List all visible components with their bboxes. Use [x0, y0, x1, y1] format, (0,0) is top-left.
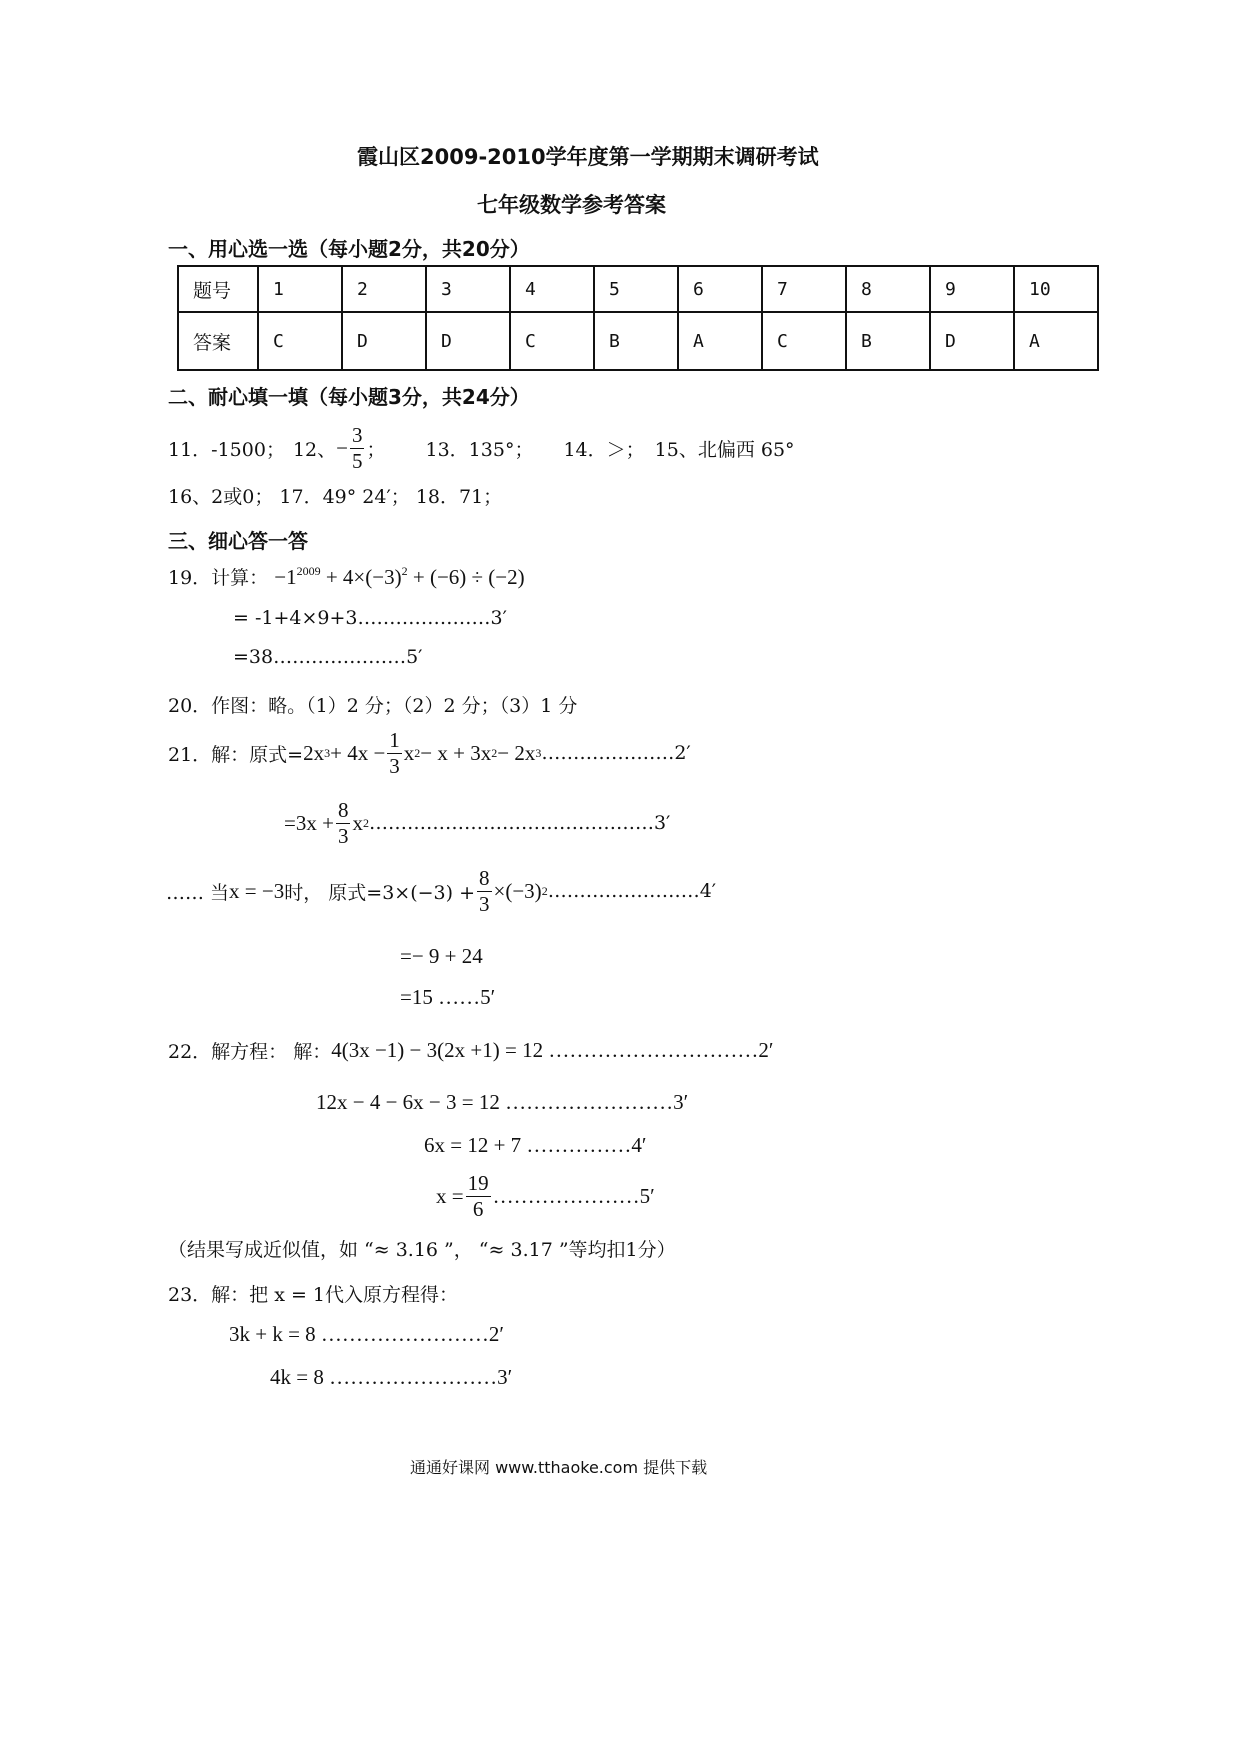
- q22-line-4: [436, 1166, 655, 1226]
- answer-12-label: 12、: [292, 438, 337, 461]
- q21-dots-1: …………………2′: [541, 742, 691, 764]
- table-cell: 6: [678, 266, 762, 312]
- q21-mid-3: 时， 原式=3×(−3) +: [284, 881, 475, 904]
- table-cell: C: [510, 312, 594, 370]
- q23-line-1: 3k + k = 8 ……………………2′: [229, 1322, 505, 1346]
- table-cell: 5: [594, 266, 678, 312]
- q21-expression-2: =3x + $\frac{8}{3}$ x 2: [284, 797, 369, 848]
- answer-14: 14．＞；: [563, 438, 645, 461]
- q21-prefix-3: …… 当: [166, 881, 230, 904]
- table-cell: 9: [930, 266, 1014, 312]
- page-title: 霞山区2009-2010学年度第一学期期末调研考试: [357, 145, 819, 169]
- q23-line-label: 23．解：把 x = 1代入原方程得：: [168, 1284, 459, 1306]
- q21-expression-3: $\frac{8}{3}$ ×(−3) 2: [479, 865, 548, 916]
- answer-12-sign: −: [336, 435, 348, 460]
- q21-line-1: [168, 724, 691, 782]
- page-footer: 通通好课网 www.tthaoke.com 提供下载: [410, 1458, 708, 1477]
- answer-15: 15、北偏西 65°: [654, 438, 795, 461]
- q22-label: 22．解方程： 解：: [168, 1041, 332, 1063]
- q20-line: 20．作图：略。（1）2 分；（2）2 分；（3）1 分: [168, 695, 578, 717]
- table-cell: D: [930, 312, 1014, 370]
- table-cell-label: 题号: [178, 266, 258, 312]
- answer-12-fraction: [350, 422, 365, 473]
- table-row-answers: [178, 312, 1098, 370]
- q21-expression: 2x 3 + 4x − $\frac{1}{3}$ x 2 − x + 3x 2 − 2x 3: [303, 727, 542, 778]
- q23-line-2: 4k = 8 ……………………3′: [270, 1365, 513, 1389]
- answer-11: 11．-1500；: [168, 438, 285, 461]
- answer-table: [177, 265, 1099, 371]
- table-cell: B: [594, 312, 678, 370]
- table-cell: D: [426, 312, 510, 370]
- q22-line-1: [168, 1037, 773, 1064]
- table-cell: D: [342, 312, 426, 370]
- q21-dots-3: ……………………4′: [547, 880, 717, 902]
- fraction-denominator: 5: [351, 448, 363, 473]
- section1-heading: 一、用心选一选（每小题2分，共20分）: [168, 237, 530, 261]
- q19-expression: $-1^{2009} + 4\times(-3)^2 + (-6) \div (-2)$: [274, 564, 525, 589]
- table-row-numbers: [178, 266, 1098, 312]
- section3-heading: 三、细心答一答: [168, 529, 308, 553]
- table-cell: A: [1014, 312, 1098, 370]
- q22-dots-4: …………………5′: [492, 1183, 655, 1208]
- table-cell-label: 答案: [178, 312, 258, 370]
- q22-line-2: 12x − 4 − 6x − 3 = 12 ……………………3′: [316, 1090, 689, 1114]
- q21-dots-2: ………………………………………3′: [368, 812, 671, 834]
- fraction-numerator: 3: [351, 422, 363, 447]
- table-cell: 8: [846, 266, 930, 312]
- q22-line-3: 6x = 12 + 7 ……………4′: [424, 1133, 647, 1157]
- table-cell: 7: [762, 266, 846, 312]
- answer-13: 13．135°；: [425, 438, 534, 461]
- q19-step-1: = -1+4×9+3…………………3′: [233, 607, 507, 629]
- answer-12-suffix: ；: [366, 438, 386, 461]
- table-cell: C: [762, 312, 846, 370]
- q21-line-4: =− 9 + 24: [400, 944, 483, 968]
- table-cell: 1: [258, 266, 342, 312]
- q19-step-2: =38…………………5′: [233, 646, 423, 668]
- fill-line-1: [168, 420, 795, 476]
- table-cell: B: [846, 312, 930, 370]
- table-cell: 3: [426, 266, 510, 312]
- table-cell: C: [258, 312, 342, 370]
- table-cell: 4: [510, 266, 594, 312]
- fill-line-2: 16、2或0； 17．49° 24′； 18．71；: [168, 486, 503, 508]
- q21-line-5: =15 ……5′: [400, 985, 496, 1009]
- section2-heading: 二、耐心填一填（每小题3分，共24分）: [168, 385, 530, 409]
- q22-fraction: $\frac{19}{6}$: [467, 1170, 489, 1221]
- q19-line: [168, 563, 525, 590]
- q21-label: 21．解：原式=: [168, 743, 304, 766]
- table-cell: 2: [342, 266, 426, 312]
- page-subtitle: 七年级数学参考答案: [477, 193, 666, 217]
- q21-condition: x = −3: [229, 878, 285, 903]
- q22-note: （结果写成近似值，如 “≈ 3.16 ”， “≈ 3.17 ”等均扣1分）: [168, 1239, 676, 1261]
- table-cell: A: [678, 312, 762, 370]
- q19-label: 19．计算：: [168, 567, 269, 589]
- q22-expression-1: 4(3x −1) − 3(2x +1) = 12 …………………………2′: [331, 1038, 774, 1062]
- q21-line-2: [284, 794, 670, 852]
- q21-line-3: [166, 862, 716, 920]
- q22-x-equals: x =: [436, 1183, 464, 1208]
- table-cell: 10: [1014, 266, 1098, 312]
